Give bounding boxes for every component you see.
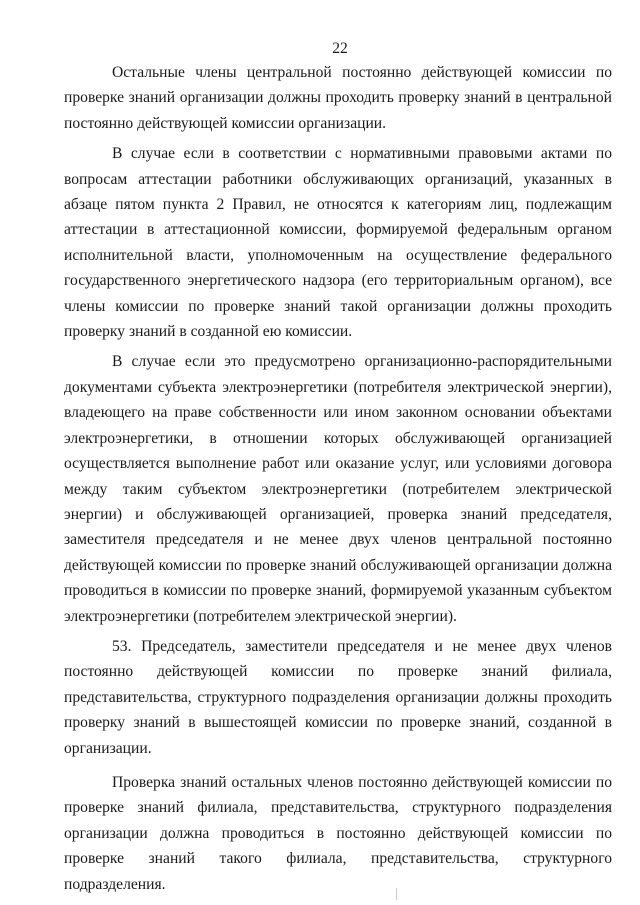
paragraph-5: Проверка знаний остальных членов постоянно действующей комиссии по проверке знаний филиала, представительства, структурного подразделения организации должна проводиться в постоянно действующей комиссии по проверке знаний такого филиала, представительства, структурного подразделения. [64, 773, 612, 893]
paragraph-4-item-53: 53. Председатель, заместители председателя и не менее двух членов постоянно действующей комиссии по проверке знаний филиала, представительства, структурного подразделения организации должны проходить проверку знаний в вышестоящей комиссии по проверке знаний, созданной в организации. [64, 637, 612, 757]
document-body [64, 60, 612, 902]
paragraph-3: В случае если это предусмотрено организационно-распорядительными документами субъекта электроэнергетики (потребителя электрической энергии), владеющего на праве собственности или ином законном основании объектами электроэнергетики, в отношении которых обслуживающей организацией осуществляется выполнение работ или оказание услуг, или условиями договора между таким субъектом электроэнергетики (потребителем электрической энергии) и обслуживающей организацией, проверка знаний председателя, заместителя председателя и не менее двух членов центральной постоянно действующей комиссии по проверке знаний обслуживающей организации должна проводиться в комиссии по проверке знаний, формируемой указанным субъектом электроэнергетики (потребителем электрической энергии). [64, 353, 612, 625]
paragraph-2: В случае если в соответствии с нормативными правовыми актами по вопросам аттестации работники обслуживающих организаций, указанных в абзаце пятом пункта 2 Правил, не относятся к категориям лиц, подлежащим аттестации в аттестационной комиссии, формируемой федеральным органом исполнительной власти, уполномоченным на осуществление федерального государственного энергетического надзора (его территориальным органом), все члены комиссии по проверке знаний такой организации должны проходить проверку знаний в созданной ею комиссии. [64, 145, 612, 341]
paragraph-1: Остальные члены центральной постоянно действующей комиссии по проверке знаний организации должны проходить проверку знаний в центральной постоянно действующей комиссии организации. [64, 64, 612, 132]
page-number: 22 [332, 40, 348, 57]
scan-artifact-mark [396, 888, 397, 900]
